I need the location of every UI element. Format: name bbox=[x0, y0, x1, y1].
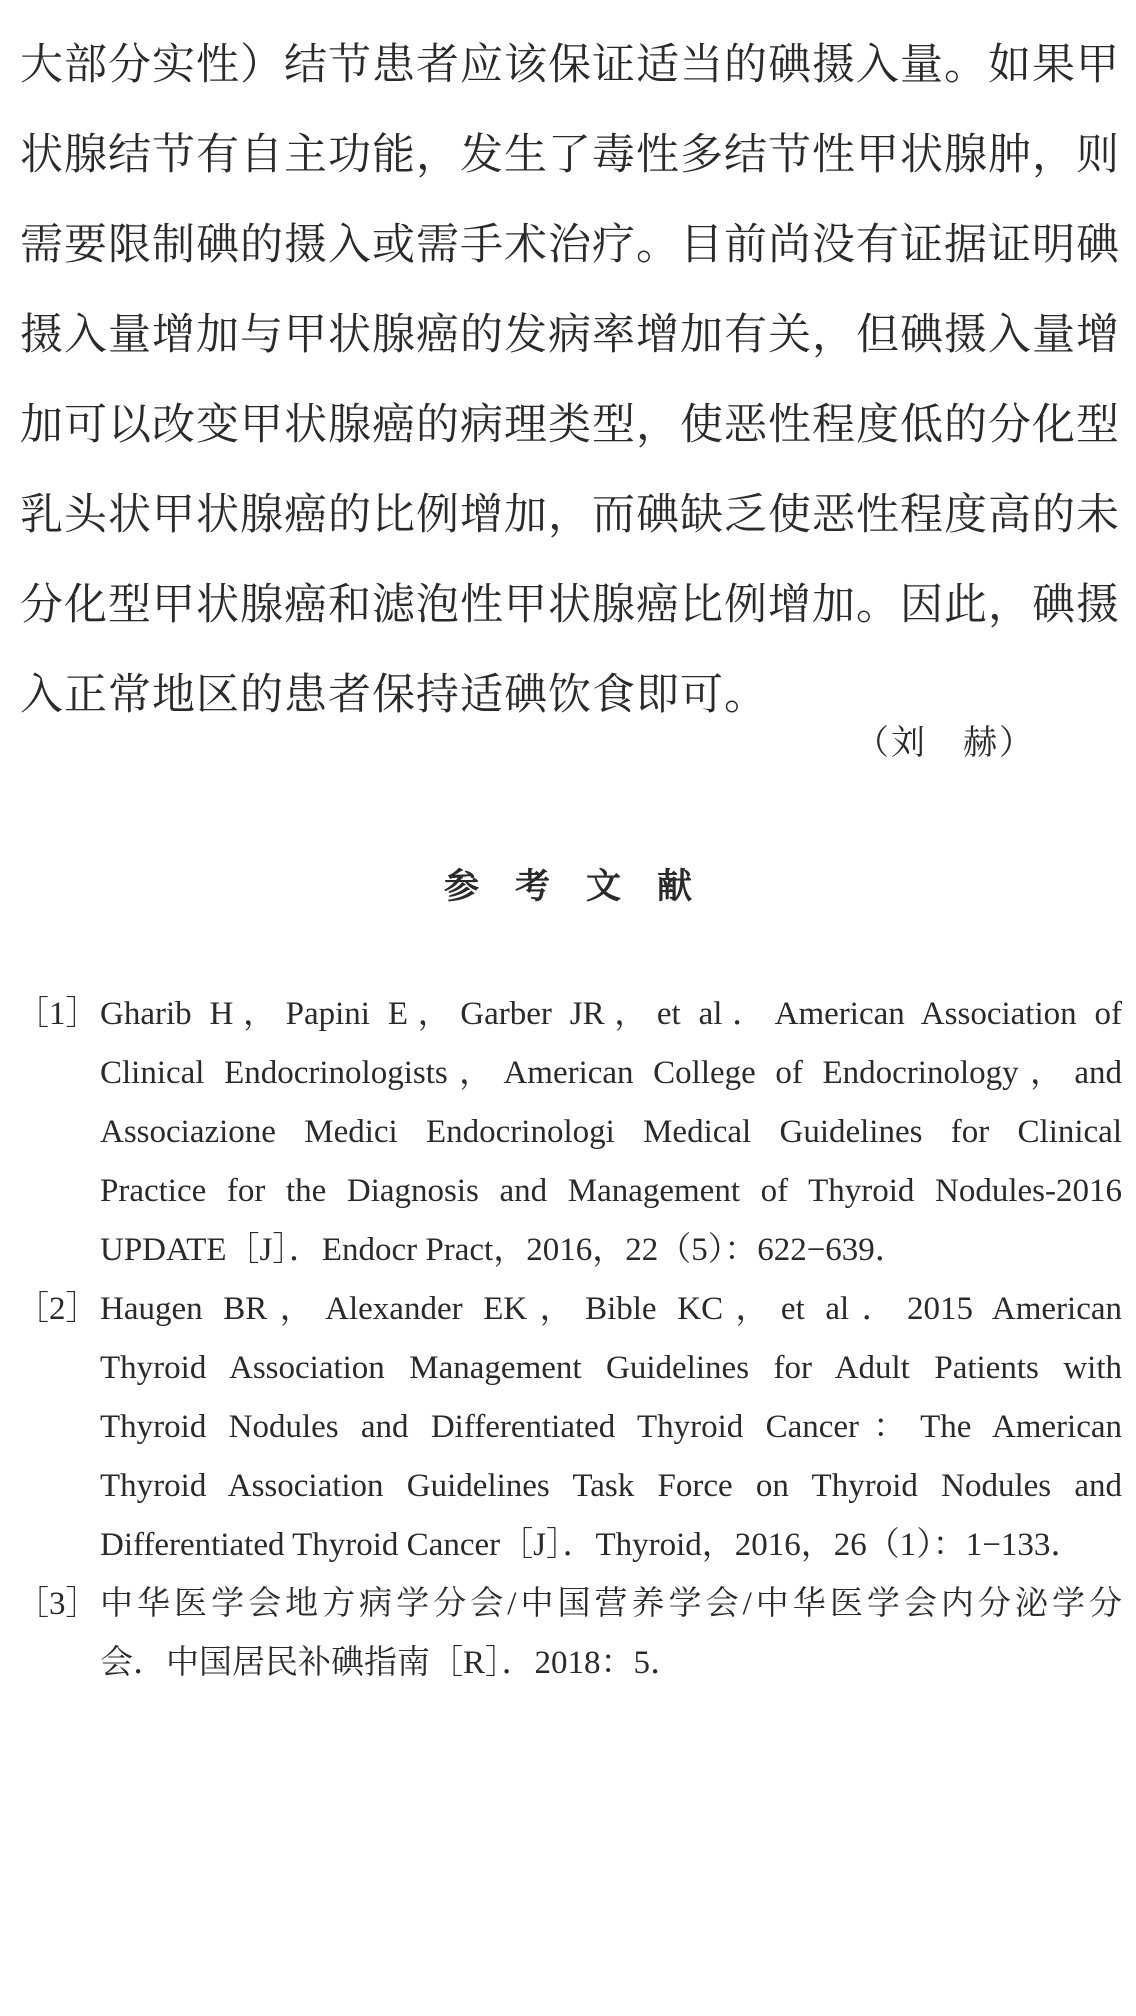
reference-line: 中华医学会地方病学分会/中国营养学会/中华医学会内分泌学分 bbox=[100, 1586, 1122, 1622]
reference-line: 会．中国居民补碘指南［R］．2018：5． bbox=[100, 1645, 684, 1681]
reference-line: Practice for the Diagnosis and Management of Thyroid Nodules-2016 bbox=[100, 1173, 1122, 1209]
reference-line: Clinical Endocrinologists，American College of Endocrinology，and bbox=[100, 1055, 1122, 1091]
reference-line: UPDATE［J］．Endocr Pract，2016，22（5）：622−639． bbox=[100, 1232, 908, 1268]
reference-item-1 bbox=[16, 985, 1122, 1280]
reference-item-3 bbox=[16, 1575, 1122, 1693]
reference-line: Associazione Medici Endocrinologi Medical Guidelines for Clinical bbox=[100, 1114, 1122, 1150]
reference-line: Differentiated Thyroid Cancer［J］．Thyroid，2016，26（1）：1−133． bbox=[100, 1527, 1084, 1563]
reference-item-2 bbox=[16, 1280, 1122, 1575]
reference-number: ［3］ bbox=[16, 1586, 99, 1622]
references-heading: 参考文献 bbox=[443, 867, 728, 907]
reference-line: Haugen BR，Alexander EK，Bible KC，et al．2015 American bbox=[100, 1291, 1122, 1327]
reference-number: ［1］ bbox=[16, 996, 99, 1032]
author-signature: （刘 赫） bbox=[855, 723, 1035, 763]
reference-list bbox=[16, 985, 1122, 1693]
reference-number: ［2］ bbox=[16, 1291, 99, 1327]
body-paragraph: 大部分实性）结节患者应该保证适当的碘摄入量。如果甲状腺结节有自主功能，发生了毒性多结节性甲状腺肿，则需要限制碘的摄入或需手术治疗。目前尚没有证据证明碘摄入量增加与甲状腺癌的发病率增加有关，但碘摄入量增加可以改变甲状腺癌的病理类型，使恶性程度低的分化型乳头状甲状腺癌的比例增加，而碘缺乏使恶性程度高的未分化型甲状腺癌和滤泡性甲状腺癌比例增加。因此，碘摄入正常地区的患者保持适碘饮食即可。 bbox=[20, 40, 1120, 720]
reference-line: Thyroid Nodules and Differentiated Thyroid Cancer：The American bbox=[100, 1409, 1122, 1445]
reference-line: Thyroid Association Guidelines Task Force on Thyroid Nodules and bbox=[100, 1468, 1122, 1504]
reference-line: Gharib H，Papini E，Garber JR，et al．American Association of bbox=[100, 996, 1122, 1032]
reference-line: Thyroid Association Management Guidelines for Adult Patients with bbox=[100, 1350, 1122, 1386]
